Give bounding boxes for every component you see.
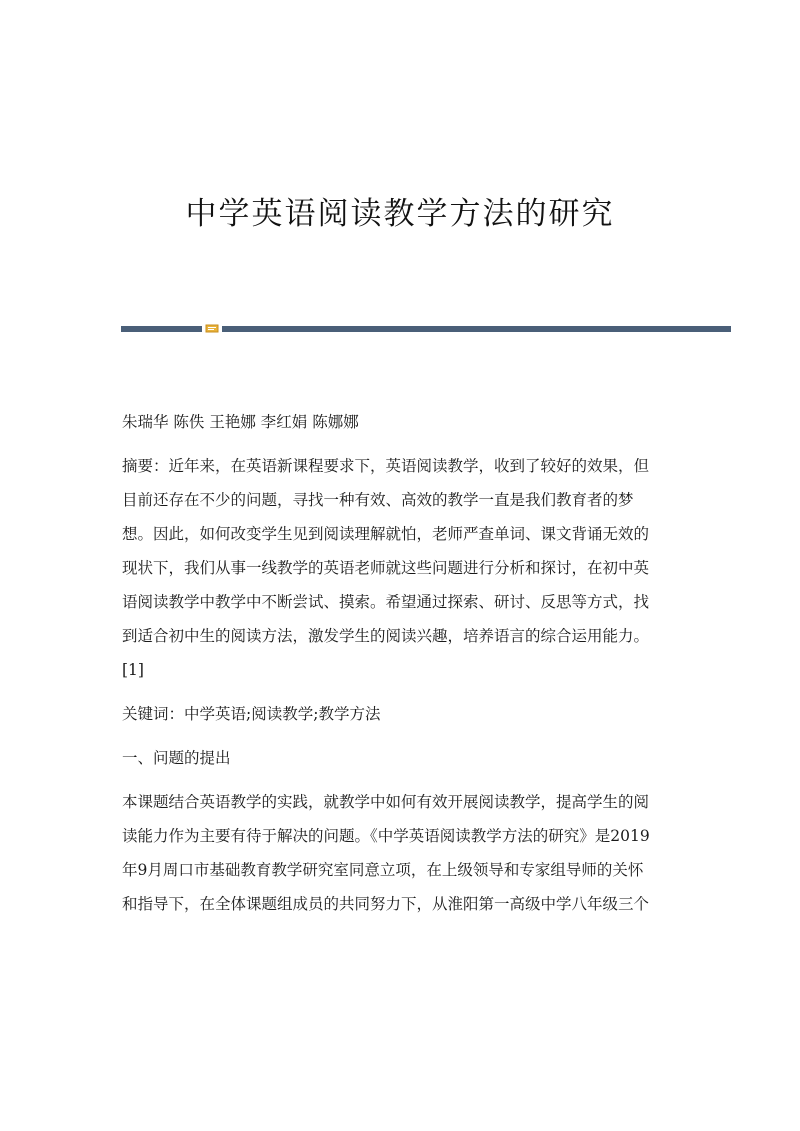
abstract-line: 目前还存在不少的问题，寻找一种有效、高效的教学一直是我们教育者的梦 [122, 491, 634, 509]
body-line: 本课题结合英语教学的实践，就教学中如何有效开展阅读教学，提高学生的阅 [122, 793, 650, 811]
divider-bar-left [121, 326, 202, 332]
pencil-icon [205, 323, 219, 334]
body-line: 读能力作为主要有待于解决的问题。《中学英语阅读教学方法的研究》是2019 [122, 827, 650, 845]
author-list: 朱瑞华 陈佚 王艳娜 李红娟 陈娜娜 [122, 413, 359, 431]
body-paragraph [122, 785, 684, 921]
abstract-paragraph [122, 449, 684, 687]
section-heading: 一、问题的提出 [122, 749, 231, 767]
divider-bar-right [222, 326, 731, 332]
abstract-line: 到适合初中生的阅读方法，激发学生的阅读兴趣，培养语言的综合运用能力。 [122, 627, 650, 645]
abstract-line: 现状下，我们从事一线教学的英语老师就这些问题进行分析和探讨，在初中英 [122, 559, 650, 577]
body-line: 和指导下，在全体课题组成员的共同努力下，从淮阳第一高级中学八年级三个 [122, 895, 650, 913]
abstract-line: 语阅读教学中教学中不断尝试、摸索。希望通过探索、研讨、反思等方式，找 [122, 593, 650, 611]
abstract-line: 想。因此，如何改变学生见到阅读理解就怕，老师严查单词、课文背诵无效的 [122, 525, 650, 543]
document-body [122, 405, 684, 921]
keywords-line: 关键词：中学英语;阅读教学;教学方法 [122, 705, 381, 723]
document-title: 中学英语阅读教学方法的研究 [185, 196, 615, 232]
title-divider [121, 325, 731, 333]
abstract-line: 摘要：近年来，在英语新课程要求下，英语阅读教学，收到了较好的效果，但 [122, 457, 650, 475]
citation-marker: [1] [122, 661, 144, 679]
body-line: 年9月周口市基础教育教学研究室同意立项，在上级领导和专家组导师的关怀 [122, 861, 644, 879]
